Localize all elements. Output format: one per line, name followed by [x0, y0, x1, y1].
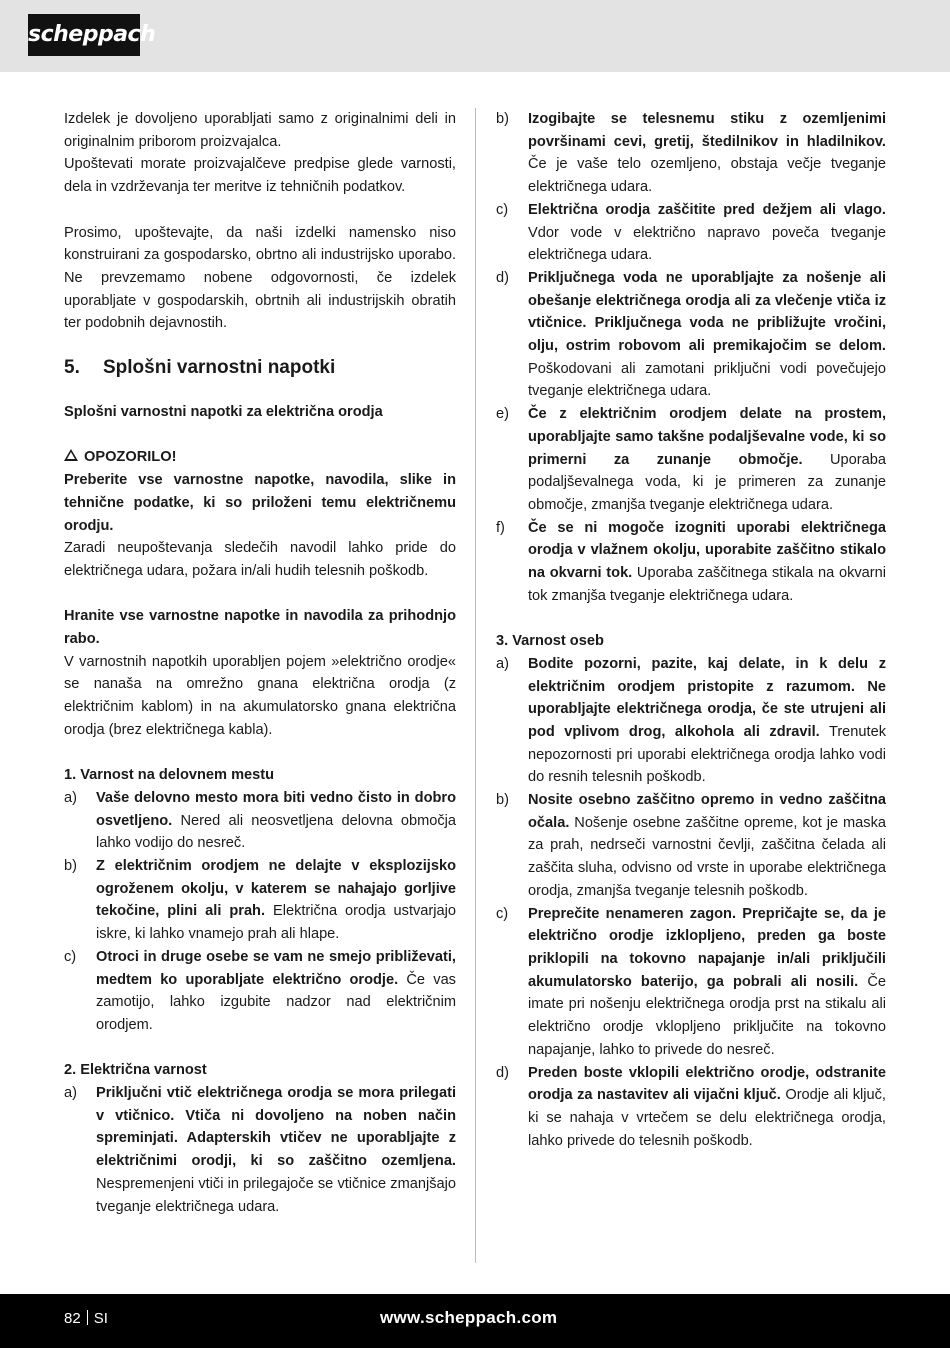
list-item-text: Nošenje osebne zaščitne opreme, kot je maska za prah, nedrseči varnostni čevlji, zaščitna čelada ali zaščita sluha, odvisno od vrste in uporabe električnega orodja, zmanjša tveganje telesnih poškodb.	[528, 814, 886, 899]
column-divider	[475, 108, 476, 1263]
list-item	[496, 517, 886, 608]
list-item-label: e)	[496, 406, 509, 423]
list-item	[496, 1062, 886, 1153]
list-item	[496, 403, 886, 517]
list-item-body	[528, 517, 886, 608]
warning-text: Zaradi neupoštevanja sledečih navodil lahko pride do električnega udara, požara in/ali hudih telesnih poškodb.	[64, 540, 456, 579]
list-item-body	[96, 1082, 456, 1218]
scheppach-logo: scheppach	[28, 14, 140, 56]
list-item-body	[96, 855, 456, 946]
list-item-label: c)	[496, 201, 509, 218]
list-item-text: Orodje ali ključ, ki se nahaja v vrtečem se delu električnega orodja, lahko privede do telesnih poškodb.	[528, 1087, 886, 1149]
list-item-text: Uporaba podaljševalnega voda, ki je primeren za zunanje območje, zmanjša tveganje električnega udara.	[528, 451, 886, 513]
list-item-label: a)	[64, 1085, 77, 1102]
list-item-bold: Električna orodja zaščitite pred dežjem ali vlago.	[528, 201, 886, 218]
list-item	[496, 199, 886, 267]
intro-paragraph-2: Upoštevati morate proizvajalčeve predpise glede varnosti, dela in vzdrževanja ter meritve iz tehničnih podatkov.	[64, 156, 456, 196]
list-item-bold: Izogibajte se telesnemu stiku z ozemljenimi površinami cevi, gretij, štedilnikov in hladilnikov.	[528, 111, 886, 150]
section-number: 5.	[64, 357, 80, 379]
list-item-body	[528, 789, 886, 903]
list-item-text: Trenutek nepozornosti pri uporabi električnega orodja lahko vodi do resnih telesnih poškodb.	[528, 723, 886, 786]
subsection-3-list	[496, 653, 886, 1152]
list-item-body	[528, 108, 886, 199]
page-number	[64, 1310, 108, 1327]
list-item-text: Če vas zamotijo, lahko izgubite nadzor nad električnim orodjem.	[96, 971, 456, 1033]
list-item-bold: Priključnega voda ne uporabljajte za nošenje ali obešanje električnega orodja ali za vlečenje vtiča iz vtičnice. Priključnega voda ne približujte vročini, olju, ostrim robovom ali premikajočim se delom.	[528, 269, 886, 355]
list-item-label: c)	[496, 905, 509, 922]
subsection-2-list-right	[496, 108, 886, 607]
list-item-bold: Bodite pozorni, pazite, kaj delate, in k delu z električnim orodjem pristopite z razumom. Ne uporabljajte električnega orodja, če ste utrujeni ali pod vplivom drog, alkohola ali zdravil.	[528, 655, 886, 740]
subsection-title-3: 3. Varnost oseb	[496, 633, 604, 650]
page-header	[0, 0, 950, 72]
warning-heading	[64, 446, 456, 469]
list-item-bold: Z električnim orodjem ne delajte v eksplozijsko ogroženem okolju, v katerem se nahajajo gorljive tekočine, plini ali prah.	[96, 858, 456, 920]
list-item-bold: Vaše delovno mesto mora biti vedno čisto in dobro osvetljeno.	[96, 789, 456, 829]
list-item-label: b)	[496, 792, 509, 809]
list-item-body	[528, 267, 886, 403]
list-item-label: d)	[496, 1064, 509, 1081]
intro-paragraph-3: Prosimo, upoštevajte, da naši izdelki namensko niso konstruirani za gospodarsko, obrtno ali industrijsko uporabo. Ne prevzemamo nobene odgovornosti, če izdelek uporabljate v gospodarskih, obrtnih ali industrijskih obratih ter podobnih dejavnostih.	[64, 224, 456, 332]
subsection-2-list-left	[64, 1082, 456, 1218]
list-item-bold: Če z električnim orodjem delate na prostem, uporabljajte samo takšne podaljševalne vode, ki so primerni za zunanje območje.	[528, 406, 886, 468]
list-item-label: f)	[496, 519, 505, 536]
language-code: SI	[93, 1310, 108, 1327]
right-column	[496, 108, 886, 1152]
list-item-body	[96, 787, 456, 855]
list-item-text: Če imate pri nošenju električnega orodja prst na stikalu ali električno orodje vklopljeno priključite na tokovno napajanje, lahko to privede do nesreč.	[528, 973, 886, 1058]
keep-instructions-text: V varnostnih napotkih uporabljen pojem »električno orodje« se nanaša na omrežno gnana električna orodja (z električnim kablom) in na akumulatorsko gnana električna orodja (brez električnega kabla).	[64, 653, 456, 738]
warning-bold-text: Preberite vse varnostne napotke, navodila, slike in tehnične podatke, ki so priloženi temu električnemu orodju.	[64, 472, 456, 534]
subsection-title-2: 2. Električna varnost	[64, 1062, 207, 1079]
list-item-bold: Preprečite nenameren zagon. Prepričajte se, da je električno orodje izklopljeno, preden ga boste priklopili na tokovno napajanje in/ali priključili akumulatorsko baterijo, ga pobrali ali nosili.	[528, 905, 886, 990]
list-item-bold: Preden boste vklopili električno orodje, odstranite orodja za nastavitev ali vijačni ključ.	[528, 1064, 886, 1104]
list-item	[496, 653, 886, 789]
list-item-bold: Če se ni mogoče izogniti uporabi električnega orodja v vlažnem okolju, uporabite zaščitno stikalo na okvarni tok.	[528, 519, 886, 582]
section-heading	[64, 353, 456, 383]
section-title: Splošni varnostni napotki	[103, 357, 336, 379]
list-item-body	[528, 403, 886, 517]
footer-separator	[87, 1310, 88, 1325]
list-item	[496, 903, 886, 1062]
page-number-value: 82	[64, 1310, 81, 1327]
list-item-bold: Nosite osebno zaščitno opremo in vedno zaščitna očala.	[528, 792, 886, 831]
list-item-label: a)	[64, 789, 77, 806]
list-item-body	[528, 199, 886, 267]
list-item-label: b)	[496, 111, 509, 127]
list-item-body	[528, 653, 886, 789]
subsection-1-list	[64, 787, 456, 1037]
list-item	[496, 108, 886, 199]
left-column	[64, 108, 456, 1218]
list-item-text: Uporaba zaščitnega stikala na okvarni tok zmanjša tveganje električnega udara.	[528, 565, 886, 604]
list-item-label: a)	[496, 655, 509, 672]
list-item-bold: Priključni vtič električnega orodja se mora prilegati v vtičnico. Vtiča ni dovoljeno na noben način spreminjati. Adapterskih vtičev ne uporabljajte z električnimi orodji, ki so zaščitno ozemljena.	[96, 1085, 456, 1170]
warning-triangle-icon	[64, 449, 78, 461]
list-item	[64, 855, 456, 946]
list-item-body	[96, 946, 456, 1037]
subsection-title-1: 1. Varnost na delovnem mestu	[64, 767, 275, 784]
page-footer	[0, 1294, 950, 1348]
list-item	[64, 946, 456, 1037]
list-item-body	[528, 1062, 886, 1153]
list-item-text: Poškodovani ali zamotani priključni vodi povečujejo tveganje električnega udara.	[528, 360, 886, 400]
intro-paragraph-1: Izdelek je dovoljeno uporabljati samo z originalnimi deli in originalnim priborom proizvajalca.	[64, 111, 456, 150]
list-item-label: d)	[496, 269, 509, 286]
list-item	[496, 267, 886, 403]
website-url: www.scheppach.com	[380, 1308, 558, 1327]
list-item-text: Če je vaše telo ozemljeno, obstaja večje tveganje električnega udara.	[528, 156, 886, 196]
list-item-bold: Otroci in druge osebe se vam ne smejo približevati, medtem ko uporabljate električno orodje.	[96, 948, 456, 988]
list-item-text: Vdor vode v električno napravo poveča tveganje električnega udara.	[528, 224, 886, 264]
list-item	[64, 1082, 456, 1218]
list-item	[496, 789, 886, 903]
list-item-text: Nespremenjeni vtiči in prilegajoče se vtičnice zmanjšajo tveganje električnega udara.	[96, 1175, 456, 1215]
list-item-label: c)	[64, 948, 77, 965]
list-item-body	[528, 903, 886, 1062]
list-item-text: Nered ali neosvetljena delovna območja lahko vodijo do nesreč.	[96, 812, 456, 852]
list-item-text: Električna orodja ustvarjajo iskre, ki lahko vnamejo prah ali hlape.	[96, 903, 456, 943]
list-item-label: b)	[64, 858, 77, 875]
warning-label: OPOZORILO!	[84, 449, 177, 466]
list-item	[64, 787, 456, 855]
keep-instructions-bold: Hranite vse varnostne napotke in navodila za prihodnjo rabo.	[64, 608, 456, 648]
subtitle: Splošni varnostni napotki za električna orodja	[64, 404, 383, 421]
